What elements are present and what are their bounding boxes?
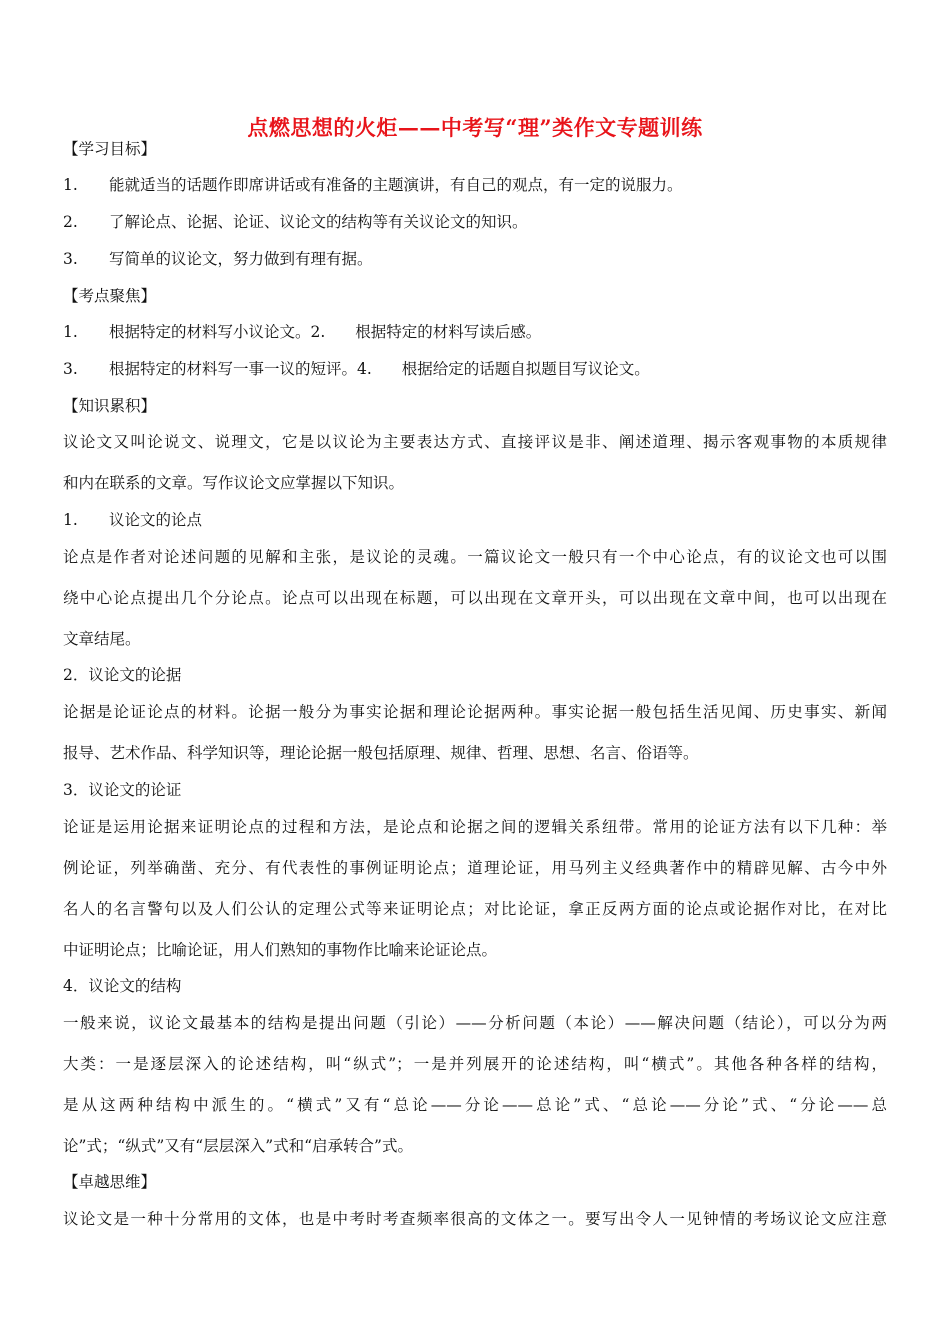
paragraph-line: 报导、艺术作品、科学知识等，理论论据一般包括原理、规律、哲理、思想、名言、俗语等。 (63, 744, 699, 762)
section-heading-focus: 【考点聚焦】 (63, 287, 157, 305)
subheading-argument: 3．议论文的论证 (63, 781, 182, 799)
subheading-structure: 4．议论文的结构 (63, 977, 182, 995)
paragraph-line: 名人的名言警句以及人们公认的定理公式等来证明论点；对比论证，拿正反两方面的论点或论据作对比，在对比 (63, 900, 887, 918)
paragraph-line: 一般来说，议论文最基本的结构是提出问题（引论）——分析问题（本论）——解决问题（结论），可以分为两 (63, 1014, 887, 1032)
goal-item: 3. 写简单的议论文，努力做到有理有据。 (63, 250, 373, 268)
section-heading-goals: 【学习目标】 (63, 140, 157, 158)
paragraph-line: 论据是论证论点的材料。论据一般分为事实论据和理论论据两种。事实论据一般包括生活见闻、历史事实、新闻 (63, 703, 887, 721)
goal-item: 1. 能就适当的话题作即席讲话或有准备的主题演讲，有自己的观点，有一定的说服力。 (63, 176, 683, 194)
paragraph-line: 绕中心论点提出几个分论点。论点可以出现在标题，可以出现在文章开头，可以出现在文章中间，也可以出现在 (63, 589, 887, 607)
focus-item: 3. 根据特定的材料写一事一议的短评。4. 根据给定的话题自拟题目写议论文。 (63, 360, 650, 378)
paragraph-line: 议论文又叫论说文、说理文，它是以议论为主要表达方式、直接评议是非、阐述道理、揭示客观事物的本质规律 (63, 433, 887, 451)
section-heading-thinking: 【卓越思维】 (63, 1173, 157, 1191)
section-heading-knowledge: 【知识累积】 (63, 397, 157, 415)
subheading-evidence: 2．议论文的论据 (63, 666, 182, 684)
paragraph-line: 中证明论点；比喻论证，用人们熟知的事物作比喻来论证论点。 (63, 941, 498, 959)
paragraph-line: 议论文是一种十分常用的文体，也是中考时考查频率很高的文体之一。要写出令人一见钟情的考场议论文应注意 (63, 1210, 887, 1228)
paragraph-line: 是从这两种结构中派生的。“横式”又有“总论——分论——总论”式、“总论——分论”式、“分论——总 (63, 1096, 887, 1114)
paragraph-line: 文章结尾。 (63, 630, 141, 648)
paragraph-line: 例论证，列举确凿、充分、有代表性的事例证明论点；道理论证，用马列主义经典著作中的精辟见解、古今中外 (63, 859, 887, 877)
focus-item: 1. 根据特定的材料写小议论文。2. 根据特定的材料写读后感。 (63, 323, 542, 341)
paragraph-line: 论证是运用论据来证明论点的过程和方法，是论点和论据之间的逻辑关系纽带。常用的论证方法有以下几种：举 (63, 818, 887, 836)
paragraph-line: 论点是作者对论述问题的见解和主张，是议论的灵魂。一篇议论文一般只有一个中心论点，有的议论文也可以围 (63, 548, 887, 566)
subheading-thesis: 1. 议论文的论点 (63, 511, 203, 529)
paragraph-line: 论”式；“纵式”又有“层层深入”式和“启承转合”式。 (63, 1137, 413, 1155)
paragraph-line: 和内在联系的文章。写作议论文应掌握以下知识。 (63, 474, 405, 492)
paragraph-line: 大类：一是逐层深入的论述结构，叫“纵式”；一是并列展开的论述结构，叫“横式”。其他各种各样的结构， (63, 1055, 887, 1073)
document-title: 点燃思想的火炬——中考写“理”类作文专题训练 (247, 115, 703, 140)
goal-item: 2. 了解论点、论据、论证、议论文的结构等有关议论文的知识。 (63, 213, 528, 231)
